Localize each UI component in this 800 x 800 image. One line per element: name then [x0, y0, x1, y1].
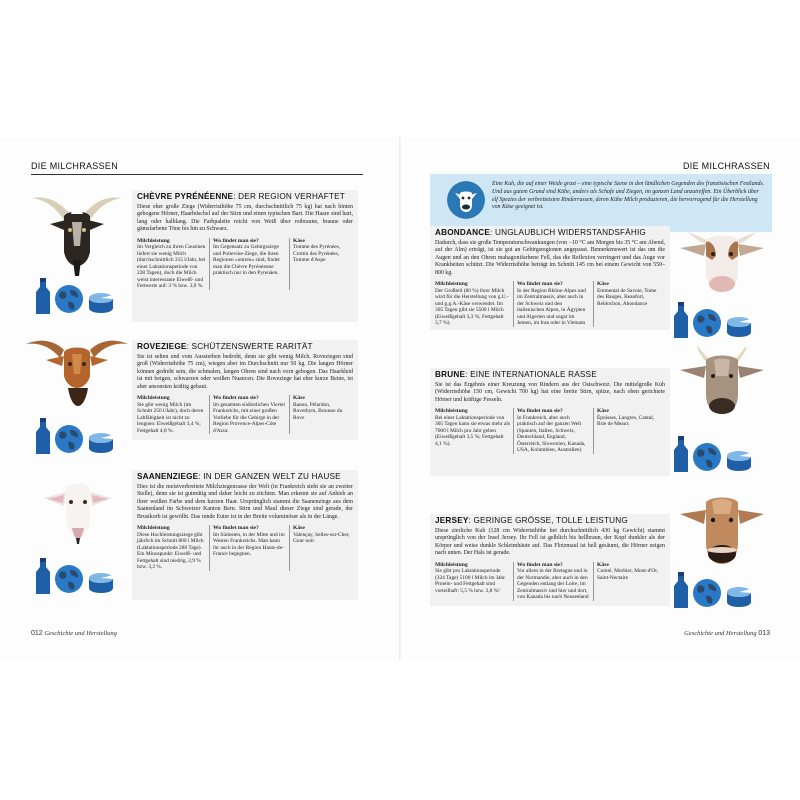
- col-where: [209, 238, 289, 290]
- col-cheese-text: Emmental de Savoie, Tome des Bauges, Beaufort, Reblochon, Abondance: [597, 287, 657, 307]
- col-milk: [137, 238, 209, 290]
- col-cheese: [593, 562, 665, 601]
- breed-subtitle: IN DER GANZEN WELT ZU HAUSE: [203, 472, 341, 481]
- col-where-head: Wo findet man sie?: [517, 408, 563, 415]
- milk-bottle-icon: [36, 278, 50, 314]
- card-roveziege: [132, 340, 358, 440]
- breed-subtitle: DER REGION VERHAFTET: [238, 192, 345, 201]
- globe-icon: [692, 308, 722, 338]
- col-milk-text: Sie gibt pro Laktationsperiode (324 Tage) 5100 l Milch im Jahr. Protein- und Fettgehalt sind vorteilhaft: 5,5 % bzw. 3,8 %!: [435, 568, 506, 594]
- col-where-head: Wo findet man sie?: [213, 525, 259, 532]
- page-number-left: 012: [31, 630, 43, 637]
- intro-text: Eine Kuh, die auf einer Weide grast – eine typische Szene in den ländlichen Gegenden des französischen Festlands. Und aus gutem Grund sind Kühe, anders als Schafe und Ziegen, im ganzen Land anzutreffen. Ein Überblick über elf Spezies der verbreitetsten Rinderrassen, deren Kühe Milch produzieren, die hervorragend für die Herstellung von Käse geeignet ist.: [492, 181, 765, 211]
- globe-icon: [54, 564, 84, 594]
- col-cheese-head: Käse: [597, 281, 609, 288]
- col-milk: [137, 395, 209, 434]
- cheese-icon: [726, 316, 752, 338]
- col-milk-head: Milchleistung: [435, 561, 468, 568]
- col-where: [513, 408, 593, 454]
- col-milk-text: Bei einer Laktationsperiode von 305 Tagen kann sie etwas mehr als 7000 l Milch pro Jahr geben (Eiweißgehalt 3,5 %; Fettgehalt 4,1 %).: [435, 414, 510, 447]
- icons-card-4: [674, 302, 752, 338]
- col-cheese-head: Käse: [597, 408, 609, 415]
- intro-box: [430, 174, 772, 232]
- abondance-cow-illustration: [676, 226, 768, 298]
- col-cheese: [289, 395, 353, 434]
- icons-card-5: [674, 436, 752, 472]
- col-where: [209, 395, 289, 434]
- breed-description: Diese zierliche Kuh (128 cm Widerristhöhe bei durchschnittlich 430 kg Gewicht) stammt ursprünglich von der Insel Jersey. Ihr Fell ist gelblich bis hellbraun, der Kopf dunkler als der Körper und weise dunkle Schleimhäute auf. Das Flotzmaul ist hell gesäumt, die Hörner zeigen nach unten. Der Hals ist gerade.: [435, 528, 665, 557]
- footer-title-right: Geschichte und Herstellung: [684, 630, 757, 637]
- card-title: ABONDANCE: UNGLAUBLICH WIDERSTANDSFÄHIG: [435, 228, 647, 237]
- card-saanenziege: [132, 470, 358, 600]
- milk-bottle-icon: [36, 558, 50, 594]
- milk-bottle-icon: [674, 302, 688, 338]
- cheese-icon: [88, 572, 114, 594]
- breed-name: BRUNE: [435, 370, 466, 379]
- col-where-head: Wo findet man sie?: [517, 561, 563, 568]
- breed-name: ROVEZIEGE: [137, 342, 187, 351]
- col-where: [513, 281, 593, 327]
- footer-title-left: Geschichte und Herstellung: [44, 630, 117, 637]
- col-milk-text: Sie gibt wenig Milch (im Schnitt 250 l/Jahr), doch deren Labfähigkeit ist nicht zu leugnen: Eiweißgehalt 3,4 %; Fettgehalt 4,8 %.: [137, 401, 204, 434]
- col-milk: [435, 408, 513, 454]
- col-where-head: Wo findet man sie?: [517, 281, 563, 288]
- card-abondance: [430, 226, 670, 330]
- card-brune: [430, 368, 670, 476]
- col-where-text: Im gesamten südöstlichen Viertel Frankreichs, mit einer großen Vorliebe für die Gebirge in der Region Provence-Alpes-Côte d'Azur.: [213, 401, 285, 434]
- rove-goat-illustration: [24, 336, 130, 388]
- globe-icon: [54, 424, 84, 454]
- col-milk-head: Milchleistung: [435, 281, 468, 288]
- col-where-text: Vor allem in der Bretagne und in der Normandie, aber auch in den Gegenden entlang der Loire, im Zentralmassiv und hier und dort, von Kanada bis nach Neuseeland: [517, 568, 589, 601]
- col-where: [209, 525, 289, 571]
- col-cheese: [593, 408, 665, 454]
- col-milk: [435, 562, 513, 601]
- col-milk-head: Milchleistung: [435, 408, 468, 415]
- footer-left: [31, 630, 117, 637]
- col-where: [513, 562, 593, 601]
- milk-bottle-icon: [674, 436, 688, 472]
- col-milk-head: Milchleistung: [137, 525, 170, 532]
- col-milk-head: Milchleistung: [137, 395, 170, 402]
- cheese-icon: [88, 292, 114, 314]
- pyrenean-goat-illustration: [28, 186, 126, 278]
- saanen-goat-illustration: [36, 478, 120, 544]
- breed-subtitle: SCHÜTZENSWERTE RARITÄT: [191, 342, 313, 351]
- breed-description: Sie ist das Ergebnis einer Kreuzung von Rindern aus der Ostschweiz. Die mittelgroße Kuh (Widerristhöhe 150 cm, Gewicht 700 kg) hat eine breite Stirn, spitze, nach oben gerichtete Hörner und kräftige Fesseln.: [435, 382, 665, 403]
- icons-card-3: [36, 558, 114, 594]
- col-cheese-head: Käse: [293, 525, 305, 532]
- col-where-head: Wo findet man sie?: [213, 395, 259, 402]
- breed-description: Diese eher große Ziege (Widerristhöhe 75 cm, durchschnittlich 75 kg) hat nach hinten gebogene Hörner, Haarbüschel auf der Stirn und einen typischen Bart. Die Haare sind hart, lang oder halblang. Die Farbpalette reicht von Weiß über rotbraune, braune oder gämsfarbene Töne bis hin zu Schwarz.: [137, 204, 353, 233]
- breed-subtitle: UNGLAUBLICH WIDERSTANDSFÄHIG: [494, 228, 647, 237]
- breed-name: SAANENZIEGE: [137, 472, 199, 481]
- icons-card-1: [36, 278, 114, 314]
- card-title: SAANENZIEGE: IN DER GANZEN WELT ZU HAUSE: [137, 472, 341, 481]
- card-title: CHÈVRE PYRÉNÉENNE: DER REGION VERHAFTET: [137, 192, 345, 201]
- col-milk-text: Der Großteil (80 %) ihrer Milch wird für die Herstellung von g.U.- und g.g.A.-Käse verwendet. Im 305 Tagen gibt sie 5500 l Milch (Eiweißgehalt 3,3 %; Fettgehalt 3,7 %).: [435, 287, 509, 327]
- jersey-cow-illustration: [676, 492, 768, 572]
- col-milk-text: Im Vergleich zu ihren Cousinen liefert sie wenig Milch (durchschnittlich 315 l/Jahr, bei einer Laktationsperiode von 228 Tagen), doch die Milch weist interessante Eiweiß- und Fettwerte auf: 3 % bzw. 3,9 %.: [137, 244, 206, 290]
- col-where-text: Im Südosten, in der Mitte und im Westen Frankreichs. Man kann ihr auch in der Region Hauts-de-France begegnen.: [213, 531, 285, 558]
- book-gutter: [399, 137, 401, 660]
- rove-goat-muzzle: [66, 388, 90, 408]
- globe-icon: [692, 442, 722, 472]
- card-title: ROVEZIEGE: SCHÜTZENSWERTE RARITÄT: [137, 342, 313, 351]
- cheese-icon: [726, 450, 752, 472]
- section-header-left: DIE MILCHRASSEN: [31, 161, 119, 171]
- col-cheese: [593, 281, 665, 327]
- col-cheese-text: Comté, Morbier, Mont-d'Or, Saint-Nectaire: [597, 568, 659, 581]
- col-cheese-text: Époisses, Langres, Cantal, Brie de Meaux: [597, 414, 655, 428]
- footer-right: [684, 630, 770, 637]
- breed-name: JERSEY: [435, 516, 469, 525]
- col-cheese-text: Tomme des Pyrénées, Crottin des Pyrénées, Tomme d'Aspe: [293, 244, 341, 264]
- breed-subtitle: GERINGE GRÖSSE, TOLLE LEISTUNG: [473, 516, 628, 525]
- col-where-head: Wo findet man sie?: [213, 237, 259, 244]
- col-cheese: [289, 525, 353, 571]
- cheese-icon: [726, 586, 752, 608]
- page-number-right: 013: [758, 630, 770, 637]
- card-jersey: [430, 514, 670, 606]
- col-cheese: [289, 238, 353, 290]
- col-where-text: In Frankreich, aber auch praktisch auf der ganzen Welt (Spanien, Italien, Schweiz, Deutschland, England, Österreich, Slowenien, Kanada, USA, Kolumbien, Australien): [517, 414, 586, 454]
- brune-cow-illustration: [676, 346, 768, 420]
- card-title: JERSEY: GERINGE GRÖSSE, TOLLE LEISTUNG: [435, 516, 628, 525]
- breed-subtitle: EINE INTERNATIONALE RASSE: [470, 370, 597, 379]
- breed-name: CHÈVRE PYRÉNÉENNE: [137, 192, 234, 201]
- col-cheese-text: Banon, Pélardon, Rovethym, Brousse du Rove: [293, 401, 343, 421]
- card-chevre-pyreneenne: [132, 190, 358, 322]
- section-header-right: DIE MILCHRASSEN: [682, 161, 770, 171]
- col-where-text: In der Region Rhône-Alpes und im Zentralmassiv, aber auch in der Schweiz und den italienischen Alpen, in Ägypten und Algerien und sogar im Jemen, im Iran oder in Vietnam: [517, 287, 586, 327]
- col-cheese-head: Käse: [293, 395, 305, 402]
- milk-bottle-icon: [674, 572, 688, 608]
- col-cheese-head: Käse: [597, 561, 609, 568]
- milk-bottle-icon: [36, 418, 50, 454]
- globe-icon: [54, 284, 84, 314]
- cow-head-icon: [447, 181, 485, 219]
- col-milk: [137, 525, 209, 571]
- breed-description: Dies ist die meistverbreitete Milchziegenrasse der Welt (in Frankreich steht sie an zweiter Stelle), denn sie ist gutmütig und daher leicht zu züchten. Man erkennt sie auf Anhieb an ihrer weißen Farbe und dem kurzen Haar. Ursprünglich stammt die Saanenziege aus dem Saanenland im Schweizer Kanton Bern. Stirn und Maul dieser Ziege sind gerade, der Brustkorb ist gewölbt. Das runde Euter ist in der Breite voluminöser als in der Länge.: [137, 484, 353, 520]
- col-cheese-text: Valençay, Selles-sur-Cher, Gour noir: [293, 531, 350, 545]
- col-milk-text: Diese Hochleistungsziege gibt jährlich im Schnitt 800 l Milch (Laktationsperiode 280 Tage). Ein Minuspunkt: Eiweiß- und Fettgehalt sind niedrig, 2,9 % bzw. 3,2 %.: [137, 531, 204, 571]
- breed-description: Dadurch, dass sie große Temperaturschwankungen (von −10 °C am Morgen bis 35 °C am Abend, auf der Alm) erträgt, ist sie gut an Gebirgsregionen angepasst. Bemerkenswert ist das um die Augen und an den Ohren mahagonifarbene Fell, das die Reflexion verringert und das Auge vor Krankheiten schützt. Die Widerristhöhe beträgt im Schnitt 145 cm bei einem Gewicht von 550–800 kg.: [435, 240, 665, 276]
- icons-card-6: [674, 572, 752, 608]
- col-where-text: Im Gegensatz zu Gebirgsziege und Poitevine-Ziege, die ihren Regionen »untreu« sind, findet man die Chèvre Pyrénéenne praktisch nur in den Pyrenäen.: [213, 244, 280, 277]
- breed-name: ABONDANCE: [435, 228, 491, 237]
- globe-icon: [692, 578, 722, 608]
- col-milk-head: Milchleistung: [137, 237, 170, 244]
- breed-description: Sie ist selten und vom Aussterben bedroht, denn sie gibt wenig Milch. Roveziegen sind groß (Widerristhöhe 75 cm), wiegen aber im Durchschnitt nur 50 kg. Die langen Hörner können gedreht sein, die schmalen, langen Ohren sind nach vorn gebogen. Das Haarkleid ist mit beigen, schwarzen oder weißen Nuancen. Die Roveziege hat eher kurze Beine, ist aber ansonsten kräftig gebaut.: [137, 354, 353, 390]
- card-title: BRUNE: EINE INTERNATIONALE RASSE: [435, 370, 597, 379]
- col-cheese-head: Käse: [293, 237, 305, 244]
- header-rule-left: [31, 174, 363, 175]
- icons-card-2: [36, 418, 114, 454]
- col-milk: [435, 281, 513, 327]
- cheese-icon: [88, 432, 114, 454]
